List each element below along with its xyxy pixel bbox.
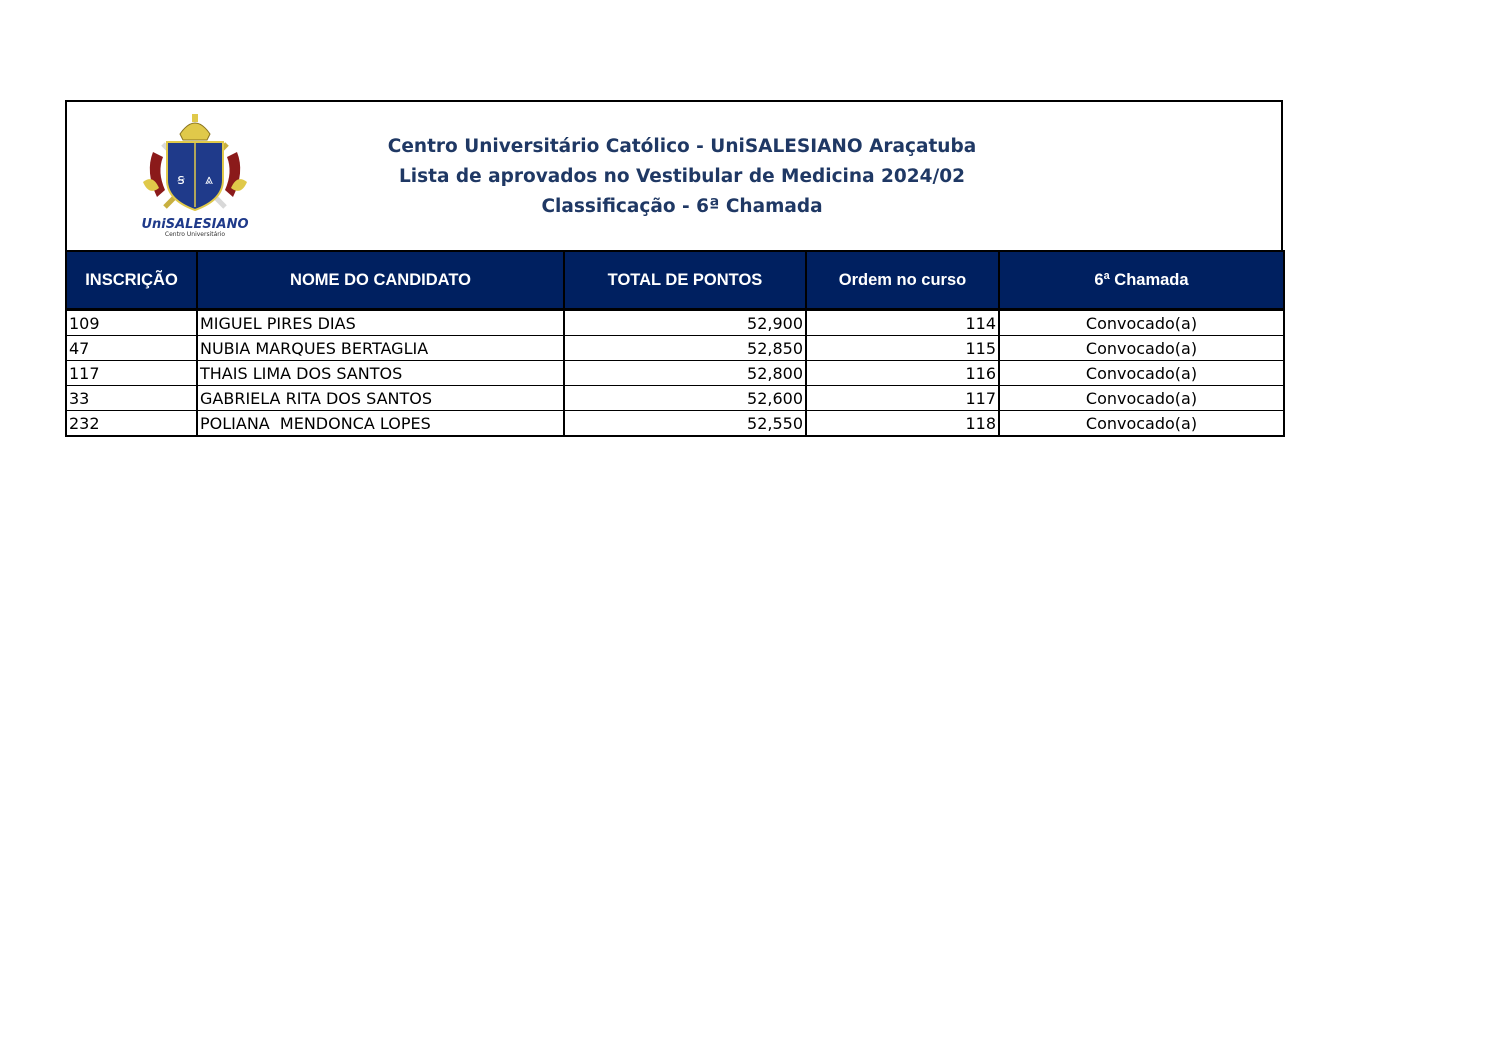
institution-title: Centro Universitário Católico - UniSALESIANO Araçatuba: [387, 136, 977, 157]
cell-pontos: 52,550: [564, 411, 806, 437]
table-header-row: [66, 251, 1284, 309]
unisalesiano-logo: [135, 112, 255, 237]
cell-inscricao: 109: [66, 311, 197, 336]
cell-pontos: 52,600: [564, 386, 806, 411]
table-row: [66, 361, 1284, 386]
cell-nome: THAIS LIMA DOS SANTOS: [197, 361, 564, 386]
logo-wordmark: UniSALESIANO: [141, 217, 249, 232]
table-row: [66, 336, 1284, 361]
classification-title: Classificação - 6ª Chamada: [541, 196, 823, 217]
cell-nome: NUBIA MARQUES BERTAGLIA: [197, 336, 564, 361]
document-titles: [367, 132, 997, 222]
cell-ordem: 114: [806, 311, 999, 336]
column-header-ordem: Ordem no curso: [806, 251, 999, 309]
cell-status: Convocado(a): [999, 336, 1284, 361]
logo-subtitle: Centro Universitário: [164, 231, 226, 237]
svg-text:⩓: ⩓: [205, 172, 213, 188]
results-sheet: [65, 100, 1283, 437]
cell-nome: MIGUEL PIRES DIAS: [197, 311, 564, 336]
cell-inscricao: 117: [66, 361, 197, 386]
cell-status: Convocado(a): [999, 361, 1284, 386]
cell-ordem: 117: [806, 386, 999, 411]
column-header-nome: NOME DO CANDIDATO: [197, 251, 564, 309]
cell-nome: POLIANA MENDONCA LOPES: [197, 411, 564, 437]
column-header-chamada: 6ª Chamada: [999, 251, 1284, 309]
cell-status: Convocado(a): [999, 386, 1284, 411]
svg-text:ꞩ: ꞩ: [177, 172, 185, 188]
cell-nome: GABRIELA RITA DOS SANTOS: [197, 386, 564, 411]
cell-status: Convocado(a): [999, 311, 1284, 336]
cell-pontos: 52,800: [564, 361, 806, 386]
column-header-pontos: TOTAL DE PONTOS: [564, 251, 806, 309]
table-row: [66, 386, 1284, 411]
cell-inscricao: 232: [66, 411, 197, 437]
cell-pontos: 52,850: [564, 336, 806, 361]
list-title: Lista de aprovados no Vestibular de Medicina 2024/02: [399, 166, 965, 187]
coat-of-arms-icon: [135, 112, 255, 237]
approved-candidates-table: [65, 250, 1285, 437]
cell-ordem: 116: [806, 361, 999, 386]
cell-status: Convocado(a): [999, 411, 1284, 437]
cell-ordem: 115: [806, 336, 999, 361]
cell-pontos: 52,900: [564, 311, 806, 336]
column-header-inscricao: INSCRIÇÃO: [66, 251, 197, 309]
table-row: [66, 411, 1284, 437]
table-row: [66, 311, 1284, 336]
cell-ordem: 118: [806, 411, 999, 437]
cell-inscricao: 33: [66, 386, 197, 411]
document-header: [65, 100, 1283, 250]
cell-inscricao: 47: [66, 336, 197, 361]
